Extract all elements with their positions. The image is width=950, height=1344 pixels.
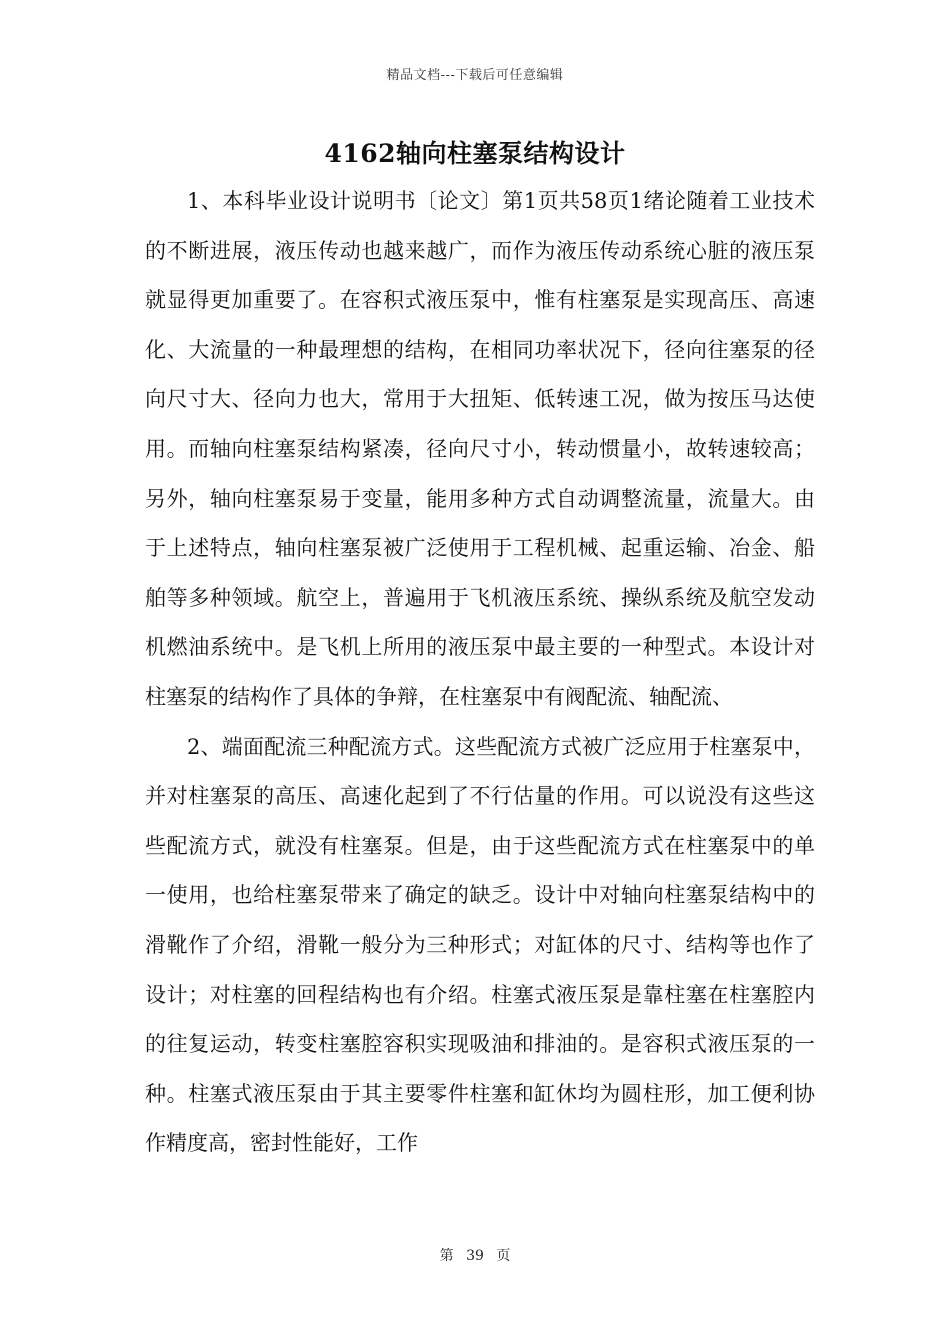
- paragraph-2: 2、端面配流三种配流方式。这些配流方式被广泛应用于柱塞泵中，并对柱塞泵的高压、高速化起到了不行估量的作用。可以说没有这些这些配流方式，就没有柱塞泵。但是，由于这些配流方式在柱塞泵中的单一使用，也给柱塞泵带来了确定的缺乏。设计中对轴向柱塞泵结构中的滑靴作了介绍，滑靴一般分为三种形式；对缸体的尺寸、结构等也作了设计；对柱塞的回程结构也有介绍。柱塞式液压泵是靠柱塞在柱塞腔内的往复运动，转变柱塞腔容积实现吸油和排油的。是容积式液压泵的一种。柱塞式液压泵由于其主要零件柱塞和缸休均为圆柱形，加工便利协作精度高，密封性能好，工作: [145, 734, 815, 1156]
- footer-prefix: 第: [439, 1248, 454, 1264]
- paragraph-1: 1、本科毕业设计说明书〔论文〕第1页共58页1绪论随着工业技术的不断进展，液压传动也越来越广，而作为液压传动系统心脏的液压泵就显得更加重要了。在容积式液压泵中，惟有柱塞泵是实现高压、高速化、大流量的一种最理想的结构，在相同功率状况下，径向往塞泵的径向尺寸大、径向力也大，常用于大扭矩、低转速工况，做为按压马达使用。而轴向柱塞泵结构紧凑，径向尺寸小，转动惯量小，故转速较高；另外，轴向柱塞泵易于变量，能用多种方式自动调整流量，流量大。由于上述特点，轴向柱塞泵被广泛使用于工程机械、起重运输、冶金、船舶等多种领域。航空上，普遍用于飞机液压系统、操纵系统及航空发动机燃油系统中。是飞机上所用的液压泵中最主要的一种型式。本设计对柱塞泵的结构作了具体的争辩，在柱塞泵中有阀配流、轴配流、: [145, 189, 815, 709]
- document-title: 4162轴向柱塞泵结构设计: [324, 139, 626, 168]
- page-footer: [0, 1245, 950, 1265]
- page-header: 精品文档---下载后可任意编辑: [386, 68, 564, 83]
- footer-suffix: 页: [496, 1248, 511, 1264]
- page-number: 39: [466, 1248, 484, 1264]
- document-body: [145, 177, 815, 1169]
